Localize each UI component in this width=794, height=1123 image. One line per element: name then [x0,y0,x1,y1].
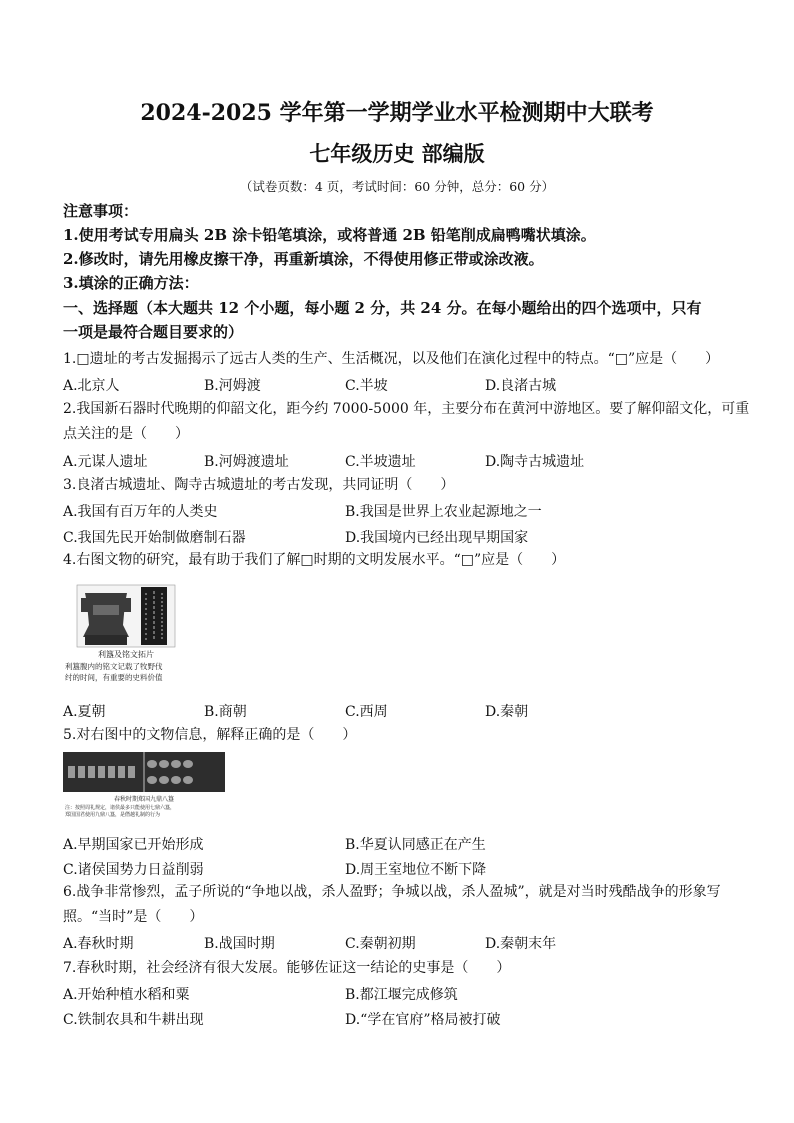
q7-option-c[interactable]: C.铁制农具和牛耕出现 [63,1012,204,1028]
q2-option-c[interactable]: C.半坡遗址 [345,454,416,470]
figure-note: 注：按照周礼规定，诸侯最多只能使用七鼎六簋， [65,805,176,811]
q3-option-c[interactable]: C.我国先民开始制做磨制石器 [63,530,246,546]
q7-option-b[interactable]: B.都江堰完成修筑 [345,987,458,1003]
q5-option-a[interactable]: A.早期国家已开始形成 [63,837,204,853]
figure-note: 纣的时间，有重要的史料价值 [65,673,163,682]
question-2-stem-cont: 点关注的是（ ） [63,426,189,442]
q5-option-c[interactable]: C.诸侯国势力日益削弱 [63,862,204,878]
q7-option-a[interactable]: A.开始种植水稻和粟 [63,987,190,1003]
exam-info: （试卷页数：4 页，考试时间：60 分钟，总分：60 分） [239,179,555,194]
question-1-stem: 1.□遗址的考古发掘揭示了远古人类的生产、生活概况，以及他们在演化过程中的特点。“□”应是（ ） [63,351,720,367]
figure-caption: 利簋及铭文拓片 [98,650,154,659]
q6-option-a[interactable]: A.春秋时期 [63,936,134,952]
q4-option-b[interactable]: B.商朝 [204,704,247,720]
question-6-stem: 6.战争非常惨烈，孟子所说的“争地以战，杀人盈野；争城以战，杀人盈城”，就是对当时残酷战争的形象写 [63,884,721,900]
q3-option-d[interactable]: D.我国境内已经出现早期国家 [345,530,529,546]
section-heading: 一、选择题（本大题共 12 个小题，每小题 2 分，共 24 分。在每小题给出的四个选项中，只有 [63,299,702,317]
q6-option-b[interactable]: B.战国时期 [204,936,275,952]
notes-heading: 注意事项： [63,202,139,220]
li-gui-figure [63,583,179,683]
note-item: 3.填涂的正确方法： [63,274,199,292]
question-4-stem: 4.右图文物的研究，最有助于我们了解□时期的文明发展水平。“□”应是（ ） [63,552,566,568]
q6-option-c[interactable]: C.秦朝初期 [345,936,416,952]
figure-note: 郑国国君使用九鼎八簋，是僭越礼制的行为 [65,812,161,818]
note-item: 2.修改时，请先用橡皮擦干净，再重新填涂，不得使用修正带或涂改液。 [63,250,544,268]
figure-note: 利簋腹内的铭文记载了牧野伐 [65,662,163,671]
q5-option-d[interactable]: D.周王室地位不断下降 [345,862,487,878]
q4-option-a[interactable]: A.夏朝 [63,704,106,720]
q2-option-b[interactable]: B.河姆渡遗址 [204,454,289,470]
q6-option-d[interactable]: D.秦朝末年 [485,936,557,952]
q3-option-a[interactable]: A.我国有百万年的人类史 [63,504,218,520]
q4-option-d[interactable]: D.秦朝 [485,704,529,720]
q3-option-b[interactable]: B.我国是世界上农业起源地之一 [345,504,542,520]
question-2-stem: 2.我国新石器时代晚期的仰韶文化，距今约 7000-5000 年，主要分布在黄河中游地区。要了解仰韶文化，可重 [63,401,750,417]
q2-option-d[interactable]: D.陶寺古城遗址 [485,454,585,470]
q4-option-c[interactable]: C.西周 [345,704,388,720]
question-3-stem: 3.良渚古城遗址、陶寺古城遗址的考古发现，共同证明（ ） [63,477,455,493]
q2-option-a[interactable]: A.元谋人遗址 [63,454,148,470]
q1-option-c[interactable]: C.半坡 [345,378,388,394]
question-6-stem-cont: 照。“当时”是（ ） [63,909,204,925]
q1-option-a[interactable]: A.北京人 [63,378,120,394]
section-heading-cont: 一项是最符合题目要求的） [63,323,244,341]
exam-title: 2024-2025 学年第一学期学业水平检测期中大联考 [140,100,654,126]
figure-caption: 春秋时期郑国九鼎八簋 [113,796,175,803]
q7-option-d[interactable]: D.“学在官府”格局被打破 [345,1012,501,1028]
question-5-stem: 5.对右图中的文物信息，解释正确的是（ ） [63,727,357,743]
exam-subtitle: 七年级历史 部编版 [309,141,485,166]
q1-option-b[interactable]: B.河姆渡 [204,378,261,394]
q1-option-d[interactable]: D.良渚古城 [485,378,557,394]
q5-option-b[interactable]: B.华夏认同感正在产生 [345,837,486,853]
ding-gui-figure [63,752,225,818]
question-7-stem: 7.春秋时期，社会经济有很大发展。能够佐证这一结论的史事是（ ） [63,960,511,976]
note-item: 1.使用考试专用扁头 2B 涂卡铅笔填涂，或将普通 2B 铅笔削成扁鸭嘴状填涂。 [63,226,596,244]
